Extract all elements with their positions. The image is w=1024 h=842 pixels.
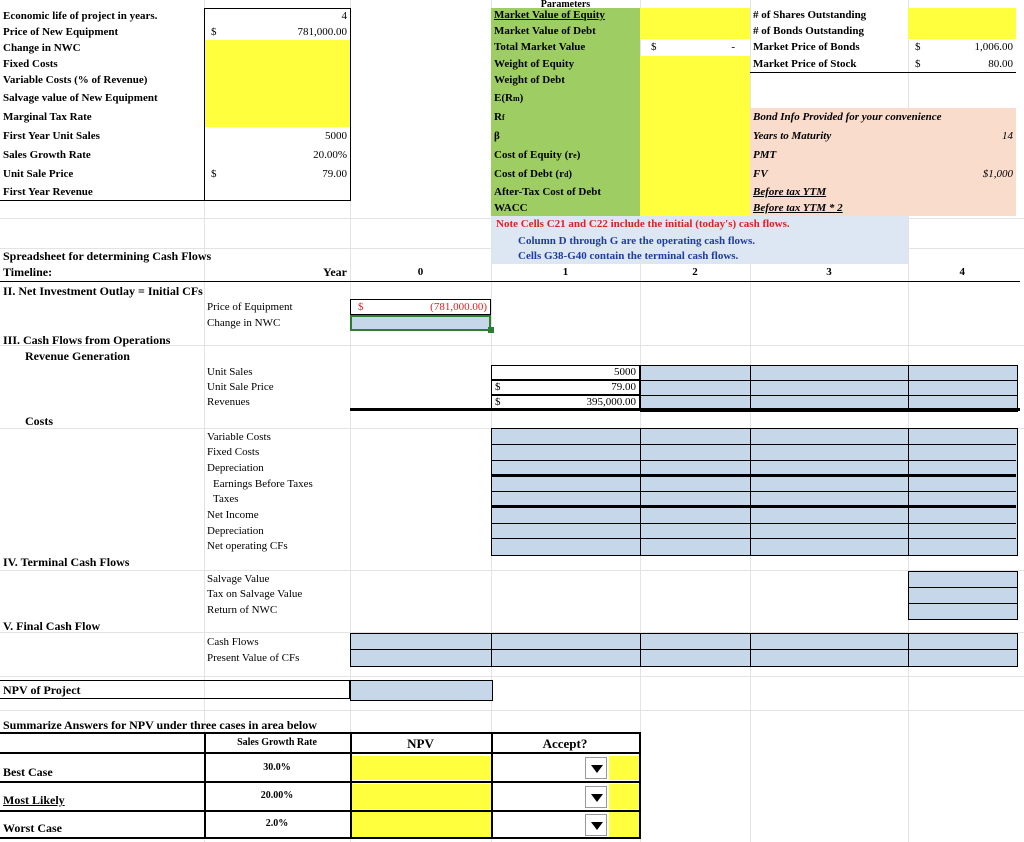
rf-input[interactable] (640, 108, 750, 127)
growth-best: 30.0% (263, 762, 291, 773)
row-border (491, 523, 1016, 524)
shares-outstanding-input[interactable] (908, 8, 1016, 23)
net-op-cf-label: Net operating CFs (207, 540, 288, 552)
unit-sale-price-currency: $ (211, 168, 217, 180)
before-tax-ytm-label: Before tax YTM (750, 184, 908, 201)
unit-sales-label: Unit Sales (207, 366, 253, 378)
accept-worst-fill (609, 812, 639, 837)
marginal-tax-input[interactable] (204, 108, 350, 127)
beta-input[interactable] (640, 127, 750, 146)
erm-label: E(R m ) (491, 89, 640, 108)
col-accept-header: Accept? (542, 735, 588, 751)
pmt-label: PMT (750, 146, 908, 165)
cash-flows-label: Cash Flows (207, 635, 259, 648)
section-final: V. Final Cash Flow (3, 618, 101, 633)
year-1: 1 (562, 265, 569, 278)
depreciation-cf-label: Depreciation (207, 462, 264, 474)
change-nwc-label: Change in NWC (3, 41, 81, 54)
costs-y4-block[interactable] (908, 428, 1018, 556)
year-2: 2 (692, 265, 698, 278)
year-3: 3 (826, 265, 832, 278)
after-tax-debt-label: After-Tax Cost of Debt (491, 184, 640, 201)
tax-salvage-label: Tax on Salvage Value (207, 588, 303, 600)
timeline-label: Timeline: (3, 265, 53, 279)
mv-debt-label: Market Value of Debt (491, 23, 640, 39)
summary-title: Summarize Answers for NPV under three cases in area below (3, 717, 317, 732)
bond-info-title: Bond Info Provided for your convenience (750, 108, 1016, 127)
note-terminal-cfs: Cells G38-G40 contain the terminal cash flows. (518, 250, 739, 262)
growth-likely: 20.00% (260, 790, 294, 801)
variable-costs-input[interactable] (204, 72, 350, 89)
first-year-units-label: First Year Unit Sales (3, 130, 100, 142)
unit-price-y1-currency: $ (491, 380, 515, 395)
before-tax-ytm-value[interactable] (908, 184, 1016, 201)
case-worst: Worst Case (3, 821, 62, 835)
pv-y2[interactable] (640, 649, 752, 667)
ytm-label: Years to Maturity (750, 127, 908, 146)
ebt-label: Earnings Before Taxes (213, 478, 313, 490)
before-tax-ytm2-value[interactable] (908, 201, 1016, 216)
total-mv-label: Total Market Value (491, 39, 640, 56)
before-tax-ytm2-label: Before tax YTM * 2 (750, 201, 908, 216)
price-equipment-cf-value[interactable]: (781,000.00) (350, 299, 491, 315)
after-tax-debt-input[interactable] (640, 184, 750, 201)
price-equipment-label: Price of New Equipment (3, 25, 119, 38)
price-equipment-value[interactable]: 781,000.00 (297, 25, 347, 38)
economic-life-label: Economic life of project in years. (3, 9, 158, 22)
fixed-costs-label: Fixed Costs (3, 57, 58, 70)
revenue-generation-label: Revenue Generation (25, 349, 130, 363)
mv-equity-input[interactable] (640, 8, 750, 23)
change-nwc-cf-label: Change in NWC (207, 316, 281, 329)
row-border (491, 491, 1016, 492)
sales-growth-label: Sales Growth Rate (3, 149, 91, 161)
npv-best-input[interactable] (352, 756, 491, 780)
wacc-input[interactable] (640, 201, 750, 216)
costs-label: Costs (25, 413, 54, 428)
npv-value[interactable] (350, 680, 493, 701)
chevron-down-icon[interactable] (585, 814, 607, 836)
taxes-thick-rule (491, 505, 1016, 508)
price-bonds-value[interactable]: 1,006.00 (974, 41, 1013, 53)
cost-equity-label: Cost of Equity (r e ) (491, 146, 640, 165)
row-border (491, 444, 1016, 445)
pv-y3[interactable] (750, 649, 910, 667)
inputs-divider (204, 8, 205, 201)
return-nwc-label: Return of NWC (207, 604, 278, 616)
col-growth-header: Sales Growth Rate (237, 737, 317, 748)
summary-row-rule (0, 781, 641, 783)
beta-label: β (491, 127, 640, 146)
year-0: 0 (417, 265, 424, 278)
unit-sale-price-value[interactable]: 79.00 (322, 168, 347, 180)
weight-debt-label: Weight of Debt (491, 72, 640, 89)
mv-debt-input[interactable] (640, 23, 750, 39)
inputs-bottom-border (0, 200, 350, 201)
price-bonds-currency: $ (915, 41, 921, 53)
price-equipment-currency: $ (211, 25, 217, 38)
fixed-costs-input[interactable] (204, 56, 350, 72)
fixed-costs-cf-label: Fixed Costs (207, 446, 260, 458)
price-equipment-cf-currency: $ (358, 300, 364, 313)
chevron-down-icon[interactable] (585, 757, 607, 779)
depreciation-thick-rule (491, 474, 1016, 477)
first-year-units-value[interactable]: 5000 (325, 130, 347, 142)
price-equipment-cf-label: Price of Equipment (207, 300, 293, 313)
unit-sales-y1[interactable]: 5000 (491, 365, 640, 380)
fill-handle[interactable] (488, 327, 494, 333)
sales-growth-value[interactable]: 20.00% (313, 149, 347, 161)
taxes-label: Taxes (213, 493, 239, 505)
pv-y4[interactable] (908, 649, 1018, 667)
chevron-down-icon[interactable] (585, 786, 607, 808)
unit-sale-price-label: Unit Sale Price (3, 168, 74, 180)
section-operations: III. Cash Flows from Operations (3, 332, 171, 347)
salvage-value-input[interactable] (204, 89, 350, 108)
parameters-header: Parameters (540, 0, 591, 7)
gridline (0, 710, 1024, 711)
gridline (0, 676, 1024, 677)
cost-debt-input[interactable] (640, 165, 750, 184)
pv-y0[interactable] (350, 649, 493, 667)
weight-equity-input[interactable] (640, 56, 750, 72)
marginal-tax-label: Marginal Tax Rate (3, 111, 92, 123)
year-label: Year (323, 265, 347, 279)
gridline (0, 570, 1024, 571)
cost-debt-label: Cost of Debt (r d ) (491, 165, 640, 184)
costs-y2-block[interactable] (640, 428, 752, 556)
wacc-label: WACC (491, 201, 640, 216)
depreciation2-cf-label: Depreciation (207, 525, 264, 537)
row-border (491, 460, 1016, 461)
growth-worst: 2.0% (265, 818, 289, 829)
costs-y3-block[interactable] (750, 428, 910, 556)
note-operating-cfs: Column D through G are the operating cash flows. (518, 235, 756, 247)
pv-y1[interactable] (491, 649, 642, 667)
accept-best-fill (609, 756, 639, 780)
revenues-y1[interactable]: 395,000.00 (515, 395, 640, 410)
fv-label: FV (750, 165, 908, 184)
cost-equity-input[interactable] (640, 146, 750, 165)
bonds-outstanding-label: # of Bonds Outstanding (753, 24, 864, 37)
price-bonds-label: Market Price of Bonds (753, 41, 860, 53)
rf-label: R f (491, 108, 640, 127)
cashflow-title: Spreadsheet for determining Cash Flows (3, 249, 212, 263)
unit-price-y1[interactable]: 79.00 (515, 380, 640, 395)
fv-value[interactable]: $1,000 (908, 165, 1016, 184)
npv-likely-input[interactable] (352, 784, 491, 809)
change-nwc-input[interactable] (204, 40, 350, 56)
row-border (491, 538, 1016, 539)
revenue-thick-rule (350, 408, 1020, 411)
weight-equity-label: Weight of Equity (491, 56, 640, 72)
inputs-divider (350, 8, 351, 201)
npv-worst-input[interactable] (352, 812, 491, 837)
revenues-y1-currency: $ (491, 395, 515, 410)
npv-label: NPV of Project (0, 680, 350, 699)
bonds-outstanding-input[interactable] (908, 23, 1016, 39)
first-year-revenue-label: First Year Revenue (3, 186, 93, 198)
variable-costs-cf-label: Variable Costs (207, 431, 271, 443)
salvage-cf-label: Salvage Value (207, 573, 270, 585)
shares-outstanding-label: # of Shares Outstanding (753, 9, 867, 21)
return-nwc-y4[interactable] (908, 603, 1018, 620)
variable-costs-label: Variable Costs (% of Revenue) (3, 74, 148, 86)
revenues-label: Revenues (207, 396, 250, 408)
mv-equity-label: Market Value of Equity (491, 8, 640, 23)
case-best: Best Case (3, 765, 53, 779)
weight-debt-input[interactable] (640, 72, 750, 89)
section-terminal: IV. Terminal Cash Flows (3, 554, 130, 569)
salvage-value-label: Salvage value of New Equipment (3, 92, 158, 104)
costs-y1-block[interactable] (491, 428, 642, 556)
case-likely: Most Likely (3, 793, 65, 807)
unit-sale-price-cf-label: Unit Sale Price (207, 381, 274, 393)
total-mv-value: - (731, 41, 735, 53)
change-nwc-cf-input[interactable] (350, 315, 491, 331)
pv-cfs-label: Present Value of CFs (207, 651, 300, 664)
erm-input[interactable] (640, 89, 750, 108)
net-income-label: Net Income (207, 509, 259, 521)
price-stock-value[interactable]: 80.00 (988, 57, 1013, 70)
note-initial-cfs: Note Cells C21 and C22 include the initial (today's) cash flows. (496, 218, 790, 230)
economic-life-value[interactable]: 4 (204, 8, 350, 24)
year-4: 4 (959, 265, 965, 278)
shares-bottom-border (750, 72, 1016, 73)
accept-likely-fill (609, 784, 639, 809)
price-stock-currency: $ (915, 57, 921, 70)
ytm-value[interactable]: 14 (908, 127, 1016, 146)
total-mv-currency: $ (651, 41, 657, 53)
price-stock-label: Market Price of Stock (753, 57, 857, 70)
section-net-investment: II. Net Investment Outlay = Initial CFs (3, 283, 203, 298)
col-npv-header: NPV (407, 735, 434, 751)
summary-header-rule (0, 752, 641, 754)
pmt-value[interactable] (908, 146, 1016, 165)
